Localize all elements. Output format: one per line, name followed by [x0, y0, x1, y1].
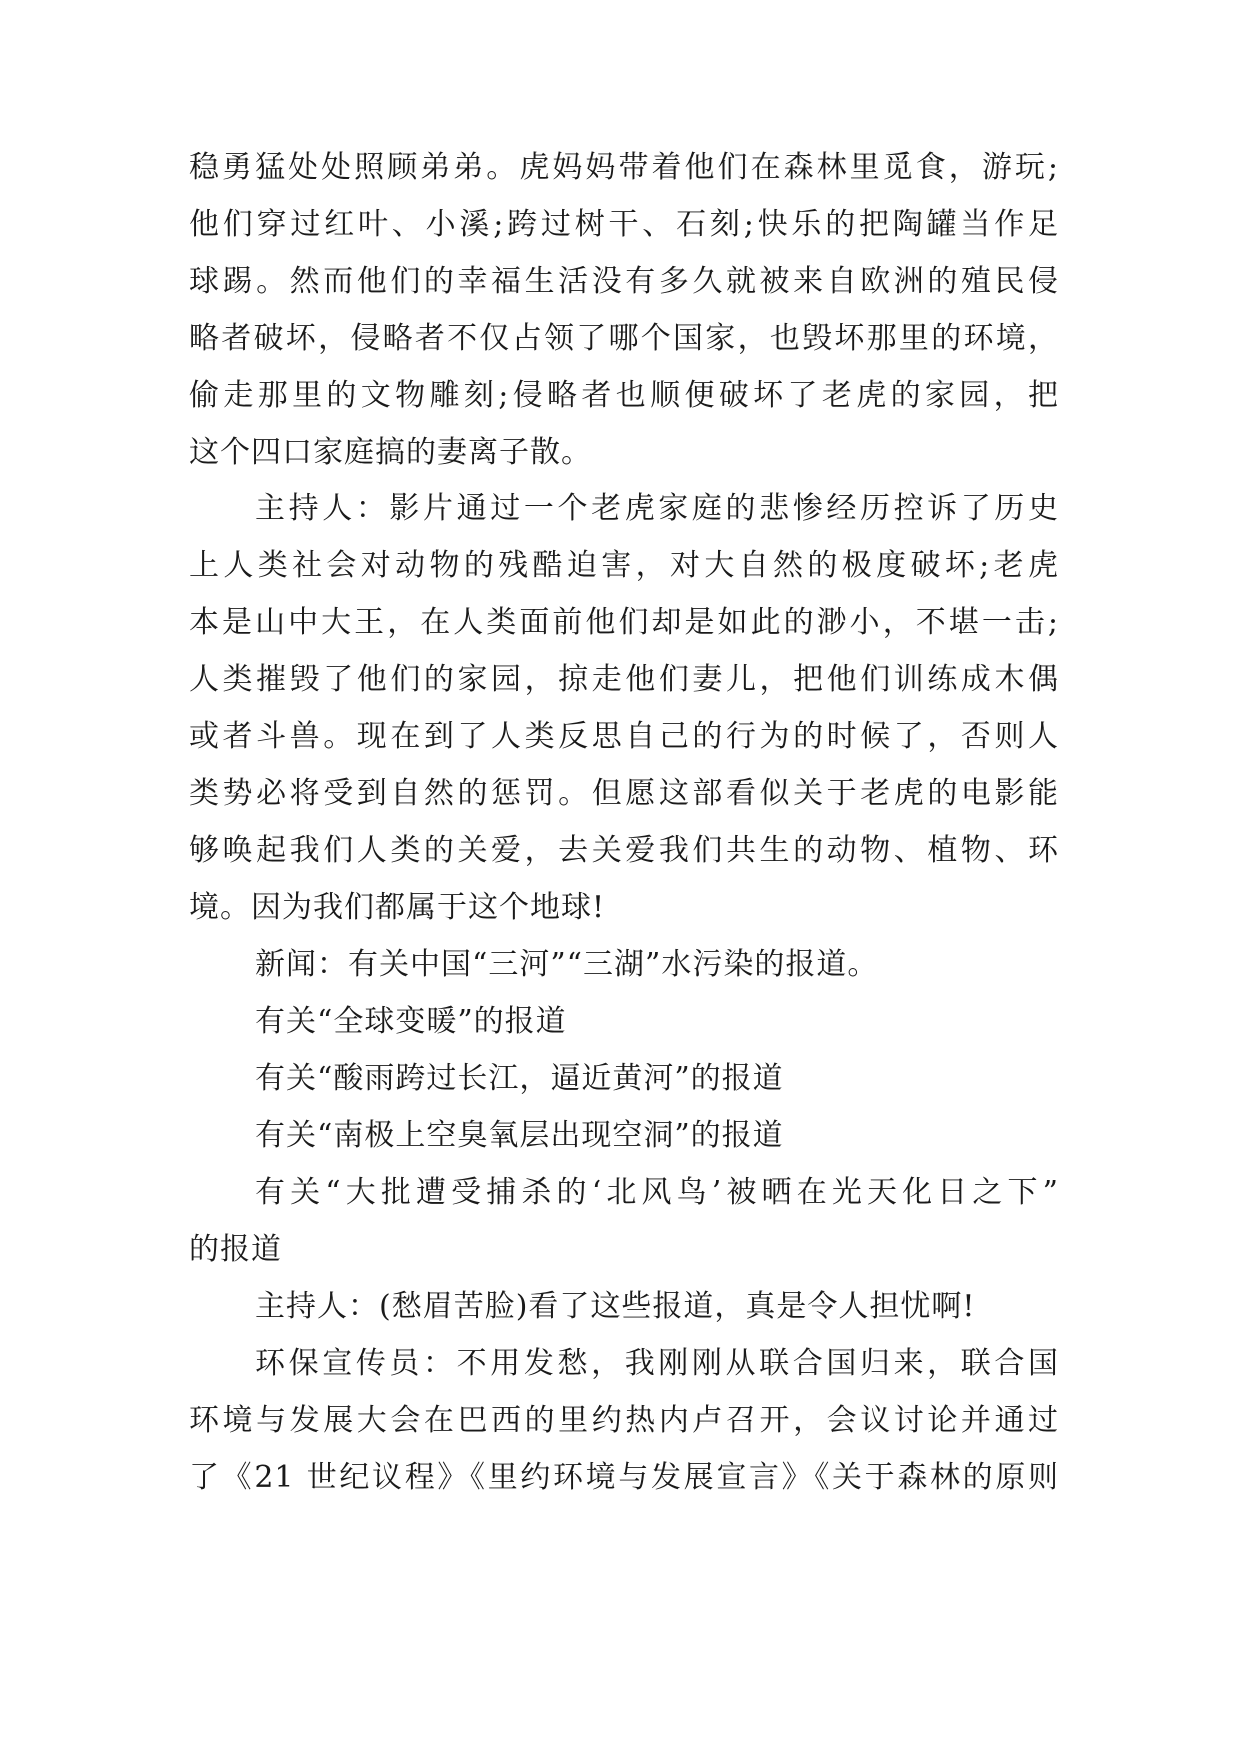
text-line: 或者斗兽。现在到了人类反思自己的行为的时候了，否则人 [189, 719, 1059, 754]
text-line: 主持人：影片通过一个老虎家庭的悲惨经历控诉了历史 [255, 491, 1059, 526]
text-line: 环境与发展大会在巴西的里约热内卢召开，会议讨论并通过 [189, 1403, 1059, 1438]
text-line: 他们穿过红叶、小溪;跨过树干、石刻;快乐的把陶罐当作足 [189, 207, 1059, 242]
text-line: 有关“南极上空臭氧层出现空洞”的报道 [255, 1118, 784, 1153]
text-line: 有关“全球变暖”的报道 [255, 1004, 567, 1039]
text-line: 人类摧毁了他们的家园，掠走他们妻儿，把他们训练成木偶 [189, 662, 1059, 697]
text-line: 境。因为我们都属于这个地球! [189, 890, 606, 925]
text-line: 有关“酸雨跨过长江，逼近黄河”的报道 [255, 1061, 784, 1096]
text-line: 够唤起我们人类的关爱，去关爱我们共生的动物、植物、环 [189, 833, 1059, 868]
text-line: 类势必将受到自然的惩罚。但愿这部看似关于老虎的电影能 [189, 776, 1059, 811]
text-line: 了《21 世纪议程》《里约环境与发展宣言》《关于森林的原则 [189, 1460, 1059, 1495]
text-line: 的报道 [189, 1232, 282, 1267]
text-line: 主持人：(愁眉苦脸)看了这些报道，真是令人担忧啊! [255, 1289, 976, 1324]
text-line: 有关“大批遭受捕杀的‘北风鸟’被晒在光天化日之下” [255, 1175, 1059, 1210]
text-line: 偷走那里的文物雕刻;侵略者也顺便破坏了老虎的家园，把 [189, 378, 1059, 413]
text-line: 球踢。然而他们的幸福生活没有多久就被来自欧洲的殖民侵 [189, 264, 1059, 299]
text-line: 略者破坏，侵略者不仅占领了哪个国家，也毁坏那里的环境， [189, 321, 1059, 356]
text-line: 稳勇猛处处照顾弟弟。虎妈妈带着他们在森林里觅食，游玩; [189, 150, 1059, 185]
text-line: 环保宣传员：不用发愁，我刚刚从联合国归来，联合国 [255, 1346, 1059, 1381]
text-line: 新闻：有关中国“三河”“三湖”水污染的报道。 [255, 947, 879, 982]
text-line: 本是山中大王，在人类面前他们却是如此的渺小，不堪一击; [189, 605, 1059, 640]
text-line: 上人类社会对动物的残酷迫害，对大自然的极度破坏;老虎 [189, 548, 1059, 583]
text-line: 这个四口家庭搞的妻离子散。 [189, 435, 592, 470]
